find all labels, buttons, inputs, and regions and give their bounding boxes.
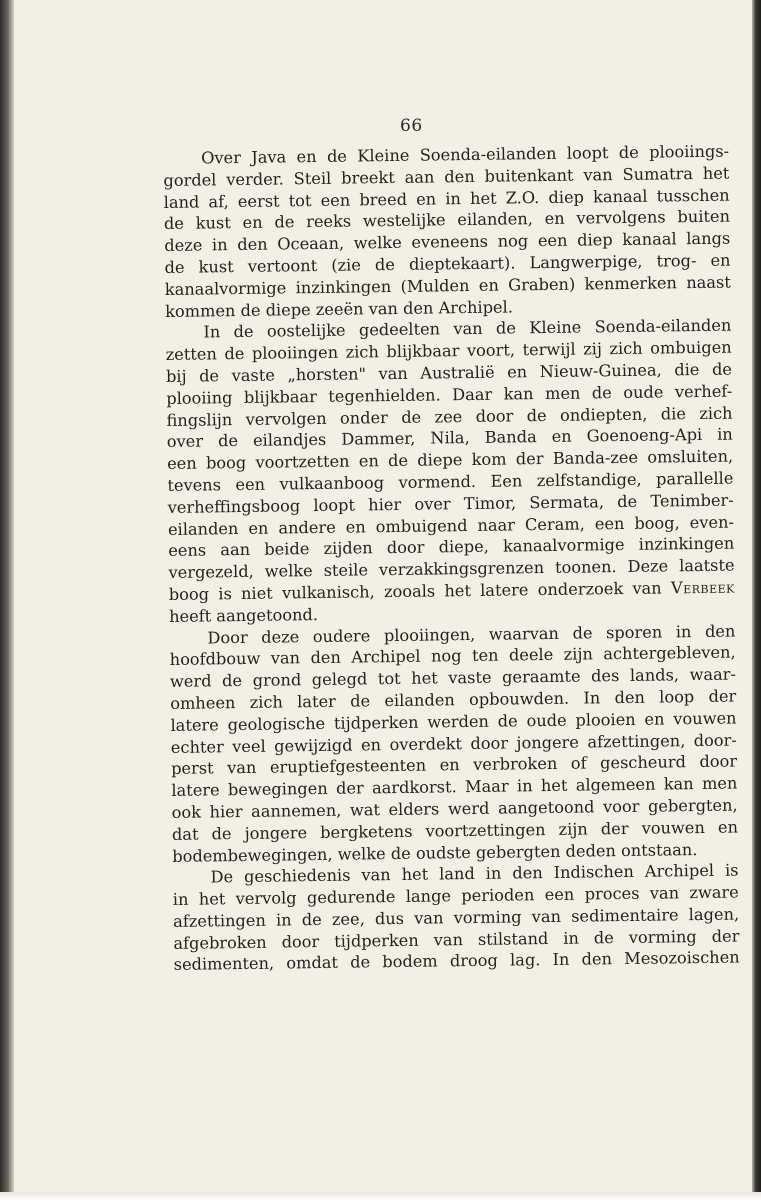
text-line: werd de grond gelegd tot het vaste geraamte des lands, waar- bbox=[169, 664, 737, 692]
text-line: perst van eruptiefgesteenten en verbroken of gescheurd door bbox=[171, 751, 738, 779]
text-line: ook hier aannemen, wat elders werd aangetoond voor gebergten, bbox=[171, 795, 738, 822]
text-line: sedimenten, omdat de bodem droog lag. In den Mesozoischen bbox=[173, 948, 740, 975]
text-line: de kust vertoont (zie de dieptekaart). Langwerpige, trog- en bbox=[164, 250, 731, 277]
text-line: kanaalvormige inzinkingen (Mulden en Graben) kenmerken naast bbox=[164, 272, 731, 299]
text-line: Door deze oudere plooiingen, waarvan de sporen in den bbox=[207, 621, 736, 647]
text-line: De geschiedenis van het land in den Indischen Archipel is bbox=[210, 860, 739, 887]
text-line: land af, eerst tot een breed en in het Z.O. diep kanaal tusschen bbox=[163, 185, 730, 212]
text-line: eens aan beide zijden door diepe, kanaalvormige inzinkingen bbox=[168, 533, 735, 561]
text-line: vergezeld, welke steile verzakkingsgrenzen toonen. Deze laatste bbox=[168, 555, 735, 583]
page-edge-shadow bbox=[752, 0, 761, 1200]
text-line: latere geologische tijdperken werden de oude plooien en vouwen bbox=[170, 708, 737, 735]
body-text bbox=[163, 141, 740, 977]
text-line: omheen zich later de eilanden opbouwden. In den loop der bbox=[170, 686, 737, 713]
text-line: een boog voortzetten en de diepe kom der Banda-zee omsluiten, bbox=[167, 446, 734, 474]
text-line-part: boog is niet vulkanisch, zooals het latere onderzoek van bbox=[168, 578, 672, 604]
text-line: kommen de diepe zeeën van den Archipel. bbox=[165, 297, 514, 321]
text-line: tevens een vulkaanboog vormend. Een zelfstandige, parallelle bbox=[167, 468, 734, 495]
text-line: zetten de plooiingen zich blijkbaar voort, terwijl zij zich ombuigen bbox=[165, 337, 732, 365]
text-line: heeft aangetoond. bbox=[169, 604, 319, 626]
text-line: latere bewegingen der aardkorst. Maar in het algemeen kan men bbox=[171, 773, 738, 801]
text-line: in het vervolg gedurende lange perioden een proces van zware bbox=[172, 882, 739, 910]
text-line: bij de vaste „horsten" van Australië en Nieuw-Guinea, die de bbox=[165, 359, 733, 386]
page-bottom-edge bbox=[0, 1192, 761, 1200]
text-line: fingslijn vervolgen onder de zee door de ondiepten, die zich bbox=[166, 403, 733, 430]
text-line: Over Java en de Kleine Soenda-eilanden loopt de plooiings- bbox=[201, 141, 730, 168]
text-line: hoofdbouw van den Archipel nog ten deele zijn achtergebleven, bbox=[169, 642, 736, 670]
text-line: eilanden en andere en ombuigend naar Ceram, een boog, even- bbox=[167, 512, 735, 539]
text-line: deze in den Oceaan, welke eveneens nog een diep kanaal langs bbox=[164, 228, 731, 256]
text-line: bodembewegingen, welke de oudste gebergten deden ontstaan. bbox=[172, 839, 698, 866]
author-name-verbeek: Verbeek bbox=[670, 577, 735, 598]
text-line: afgebroken door tijdperken van stilstand in de vorming der bbox=[173, 926, 740, 953]
text-line: dat de jongere bergketens voortzettingen zijn der vouwen en bbox=[171, 817, 739, 844]
book-binding-shadow bbox=[0, 0, 14, 1200]
page-number: 66 bbox=[400, 116, 423, 136]
text-line: plooiing blijkbaar tegenhielden. Daar kan men de oude verhef- bbox=[166, 381, 733, 408]
text-line: echter veel gewijzigd en overdekt door jongere afzettingen, door- bbox=[170, 730, 737, 757]
text-line: gordel verder. Steil breekt aan den buitenkant van Sumatra het bbox=[163, 163, 730, 190]
text-line: afzettingen in de zee, dus van vorming van sedimentaire lagen, bbox=[172, 904, 740, 931]
text-line: verheffingsboog loopt hier over Timor, Sermata, de Tenimber- bbox=[167, 490, 734, 517]
text-line: de kust en de reeks westelijke eilanden, en vervolgens buiten bbox=[163, 206, 731, 234]
text-line: In de oostelijke gedeelten van de Kleine Soenda-eilanden bbox=[203, 315, 732, 342]
text-line: over de eilandjes Dammer, Nila, Banda en Goenoeng-Api in bbox=[166, 424, 733, 452]
